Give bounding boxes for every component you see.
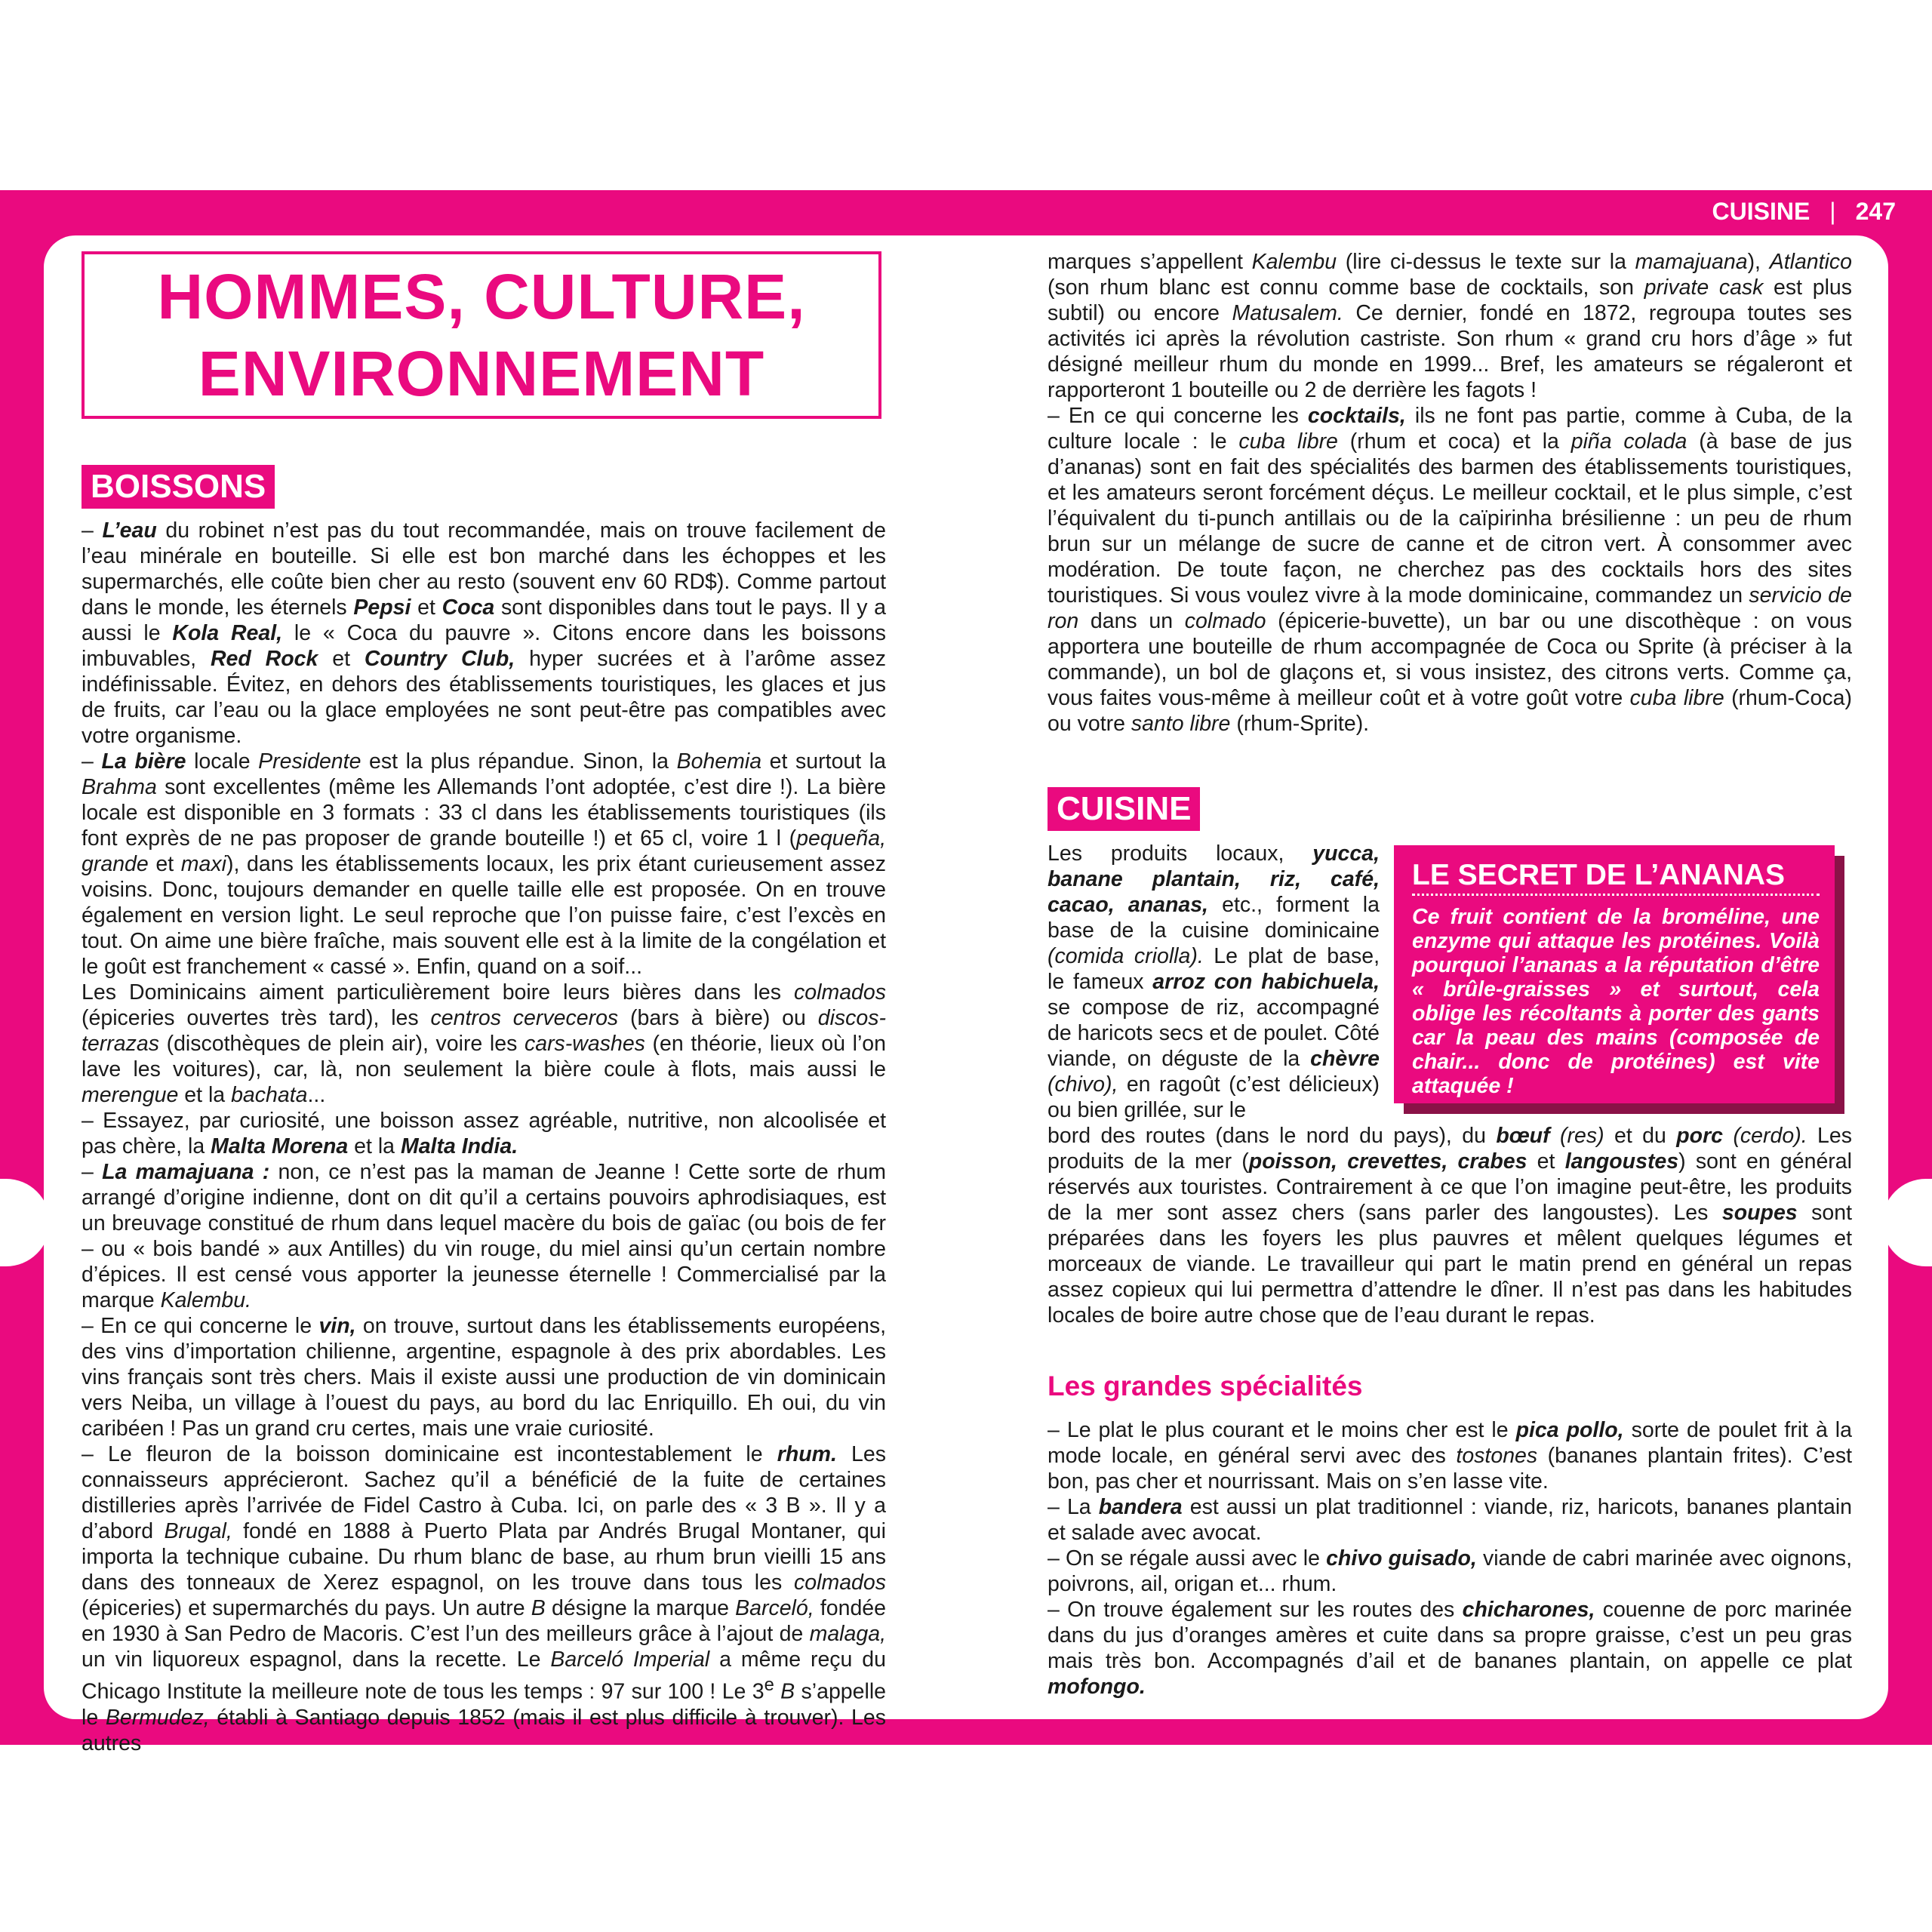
specialites-text	[1048, 1417, 1852, 1700]
boissons-text-continued	[1048, 249, 1852, 737]
chapter-title	[157, 258, 805, 412]
boissons-paragraph: – La bière locale Presidente est la plus répandue. Sinon, la Bohemia et surtout la Brahma sont excellentes (même les Allemands l’ont adoptée, c’est dire !). La bière locale est disponible en 3 formats : 33 cl dans les établissements touristiques (ils font exprès de ne pas proposer de grande bouteille !) et 65 cl, voire 1 l (pequeña, grande et maxi), dans les établissements locaux, les prix étant curieusement assez voisins. Donc, toujours demander en quelle taille elle est proposée. On en trouve également en version light. Le seul reproche que l’on puisse faire, c’est l’excès en tout. On aime une bière fraîche, mais souvent elle est à la limite de la congélation et le goût est franchement « cassé ». Enfin, quand on a soif...	[82, 749, 887, 979]
boissons-paragraph: – La mamajuana : non, ce n’est pas la maman de Jeanne ! Cette sorte de rhum arrangé d’origine indienne, dont on dit qu’il a certains pouvoirs aphrodisiaques, est un breuvage constitué de rhum dans lequel macère du bois de gaïac (ou bois de fer – ou « bois bandé » aux Antilles) du vin rouge, du miel ainsi qu’un certain nombre d’épices. Il est censé vous apporter la jeunesse éternelle ! Commercialisé par la marque Kalembu.	[82, 1160, 886, 1312]
boissons-paragraph: – L’eau du robinet n’est pas du tout recommandée, mais on trouve facilement de l’eau minérale en bouteille. Si elle est bon marché dans les échoppes et les supermarchés, elle coûte bien cher au resto (souvent env 60 RD$). Comme partout dans le monde, les éternels Pepsi et Coca sont disponibles dans tout le pays. Il y a aussi le Kola Real, le « Coca du pauvre ». Citons encore dans les boissons imbuvables, Red Rock et Country Club, hyper sucrées et à l’arôme assez indéfinissable. Évitez, en dehors des établissements touristiques, les glaces et jus de fruits, car l’eau ou la glace employées ne sont peut-être pas compatibles avec votre organisme.	[82, 518, 887, 748]
sidebar-box-secret-ananas	[1394, 845, 1835, 1103]
boissons-paragraph: – Le fleuron de la boisson dominicaine est incontestablement le rhum. Les connaisseurs apprécieront. Sachez qu’il a bénéficié de la fuite de certaines distilleries après l’arrivée de Fidel Castro à Cuba. Ici, on parle des « 3 B ». Il y a d’abord Brugal, fondé en 1888 à Puerto Plata par Andrés Brugal Montaner, qui importa la technique cubaine. Du rhum blanc de base, au rhum brun vieilli 15 ans dans des tonneaux de Xerez espagnol, on les trouve dans tous les colmados (épiceries) et supermarchés du pays. Un autre B désigne la marque Barceló, fondée en 1930 à San Pedro de Macoris. C’est l’un des meilleurs grâce à l’ajout de malaga, un vin liquoreux espagnol, dans la recette. Le Barceló Imperial a même reçu du Chicago Institute la meilleure note de tous les temps : 97 sur 100 ! Le 3e B s’appelle le Bermudez, établi à Santiago depuis 1852 (mais il est plus difficile à trouver). Les autres	[82, 1442, 887, 1755]
boissons-paragraph: – En ce qui concerne le vin, on trouve, surtout dans les établissements européens, des vins d’importation chilienne, argentine, espagnole à des prix abordables. Les vins français sont très chers. Mais il existe aussi une production de vin dominicain vers Neiba, un village à l’ouest du pays, au bord du lac Enriquillo. Eh oui, du vin caribéen ! Pas un grand cru certes, mais une vraie curiosité.	[82, 1314, 886, 1441]
boissons-paragraph: – Essayez, par curiosité, une boisson assez agréable, nutritive, non alcoolisée et pas chère, la Malta Morena et la Malta India.	[82, 1109, 886, 1158]
cuisine-intro-paragraph: Les produits locaux, yucca, banane plantain, riz, café, cacao, ananas, etc., forment la base de la cuisine dominicaine (comida criolla). Le plat de base, le fameux arroz con habichuela, se compose de riz, accompagné de haricots secs et de poulet. Côté viande, on déguste de la chèvre (chivo), en ragoût (c’est délicieux) ou bien grillée, sur le	[1048, 841, 1380, 1122]
boissons-continued-paragraph: – En ce qui concerne les cocktails, ils ne font pas partie, comme à Cuba, de la culture locale : le cuba libre (rhum et coca) et la piña colada (à base de jus d’ananas) sont en fait des spécialités des barmen des établissements touristiques, et les amateurs seront forcément déçus. Le meilleur cocktail, et le plus simple, c’est l’équivalent du ti-punch antillais ou de la caïpirinha brésilienne : un peu de rhum brun sur un mélange de sucre de canne et de citron vert. À consommer avec modération. De toute façon, ne cherchez pas des cocktails hors des sites touristiques. Si vous voulez vivre à la mode dominicaine, commandez un servicio de ron dans un colmado (épicerie-buvette), un bar ou une discothèque : on vous apportera une bouteille de rhum accompagnée de Coca ou Sprite (à préciser à la commande), un bol de glaçons et, si vous insistez, des citrons verts. Comme ça, vous faites vous-même à meilleur coût et à votre goût votre cuba libre (rhum-Coca) ou votre santo libre (rhum-Sprite).	[1048, 404, 1853, 736]
section-label-cuisine: CUISINE	[1048, 787, 1200, 831]
subsection-heading-specialites: Les grandes spécialités	[1048, 1371, 1363, 1401]
page-number: 247	[1855, 197, 1896, 225]
chapter-title-line1: HOMMES, CULTURE,	[157, 261, 806, 332]
sidebar-box-title: LE SECRET DE L’ANANAS	[1412, 859, 1820, 896]
cuisine-intro-paragraph: bord des routes (dans le nord du pays), du bœuf (res) et du porc (cerdo). Les produits de la mer (poisson, crevettes, crabes et langoustes) sont en général réservés aux touristes. Contrairement à ce que l’on imagine peut-être, les produits de la mer sont assez chers (sans parler des langoustes). Les soupes sont préparées dans les foyers les plus pauvres et mêlent quelques légumes et morceaux de viande. Le travailleur qui part le matin prend en général un repas assez copieux qui lui permettra d’attendre le dîner. Il n’est pas dans les habitudes locales de boire autre chose que de l’eau durant le repas.	[1048, 1124, 1852, 1327]
section-label-boissons: BOISSONS	[82, 465, 275, 509]
cuisine-intro-wrapped	[1048, 841, 1380, 1123]
header-separator: |	[1829, 197, 1836, 225]
chapter-title-box	[82, 251, 881, 419]
boissons-paragraph: Les Dominicains aiment particulièrement boire leurs bières dans les colmados (épiceries ouvertes très tard), les centros cerveceros (bars à bière) ou discos-terrazas (discothèques de plein air), voire les cars-washes (en théorie, lieux où l’on lave les voitures), car, là, non seulement la bière coule à flots, mais aussi le merengue et la bachata...	[82, 980, 886, 1107]
specialites-paragraph: – Le plat le plus courant et le moins cher est le pica pollo, sorte de poulet frit à la mode locale, en général servi avec des tostones (bananes plantain frites). C’est bon, pas cher et nourrissant. Mais on s’en lasse vite.	[1048, 1418, 1853, 1494]
boissons-text	[82, 518, 886, 1756]
sidebar-box-body: Ce fruit contient de la broméline, une enzyme qui attaque les protéines. Voilà pourquoi l’ananas a la réputation d’être « brûle-graisses » et surtout, cela oblige les récoltants à porter des gants car la peau des mains (composée de chair... donc de protéines) est vite attaquée !	[1412, 905, 1820, 1098]
boissons-continued-paragraph: marques s’appellent Kalembu (lire ci-dessus le texte sur la mamajuana), Atlantico (son rhum blanc est connu comme base de cocktails, son private cask est plus subtil) ou encore Matusalem. Ce dernier, fondé en 1872, regroupa toutes ses activités ici après la révolution castriste. Son rhum « grand cru hors d’âge » fut désigné meilleur rhum du monde en 1999... Bref, les amateurs se régaleront et rapporteront 1 bouteille ou 2 de derrière les fagots !	[1048, 250, 1853, 402]
specialites-paragraph: – La bandera est aussi un plat traditionnel : viande, riz, haricots, bananes plantain et salade avec avocat.	[1048, 1495, 1853, 1545]
cuisine-intro-continued	[1048, 1123, 1852, 1328]
specialites-paragraph: – On se régale aussi avec le chivo guisado, viande de cabri marinée avec oignons, poivrons, ail, origan et... rhum.	[1048, 1546, 1852, 1596]
header-section-name: CUISINE	[1712, 197, 1810, 225]
running-header	[1712, 190, 1897, 232]
chapter-title-line2: ENVIRONNEMENT	[198, 338, 765, 409]
specialites-paragraph: – On trouve également sur les routes des chicharones, couenne de porc marinée dans du jus d’oranges amères et cuite dans sa propre graisse, c’est un peu gras mais très bon. Accompagnés d’ail et de bananes plantain, on appelle ce plat mofongo.	[1048, 1598, 1852, 1699]
